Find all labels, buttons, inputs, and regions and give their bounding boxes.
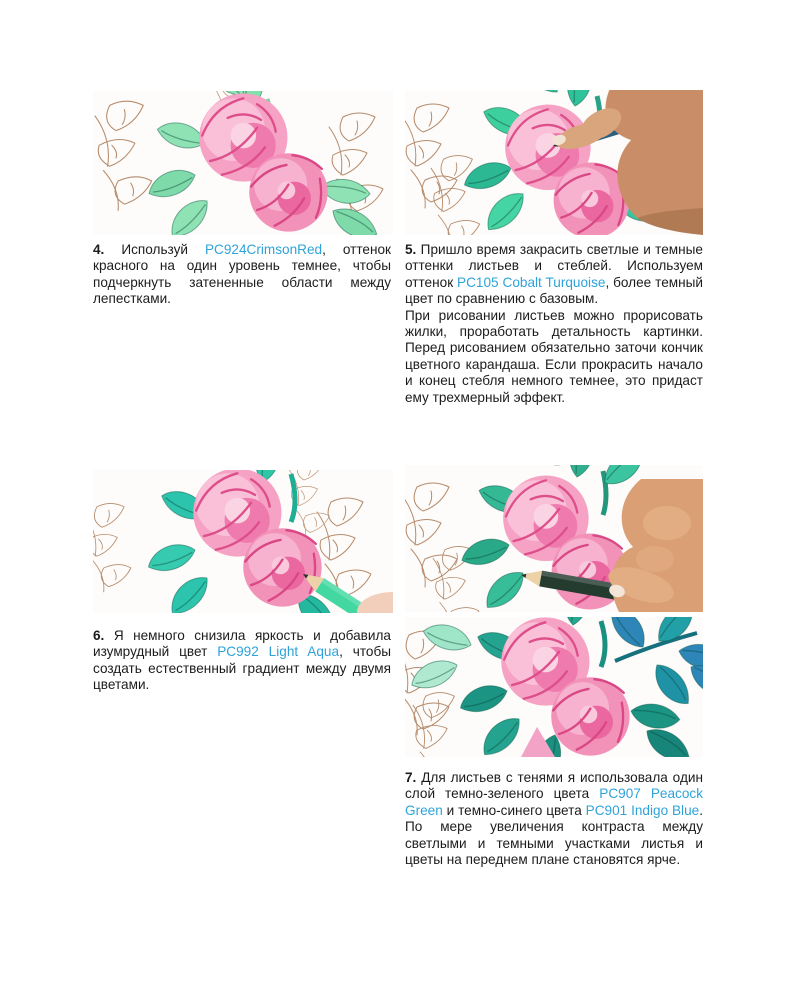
text-segment: Пришло время закрасить светлые и темные оттенки листьев и стеблей. Используем оттенок [405, 242, 703, 290]
figure-step5-drawing [405, 90, 703, 235]
pencil-code: PC901 Indigo Blue [585, 802, 700, 818]
text-segment: , оттенок красного на один уровень темнее, чтобы подчеркнуть затененные области между лепестками. [93, 242, 391, 307]
step-number: 5. [405, 242, 421, 257]
step4-paragraph [93, 242, 391, 308]
step-number: 4. [93, 242, 122, 257]
text-segment: Я немного снизила яркость и добавила изумрудный цвет [93, 628, 391, 660]
step5-paragraph-2 [405, 308, 703, 406]
step7-paragraph [405, 770, 703, 868]
text-segment: Для листьев с тенями я использовала один слой темно-зеленого цвета [405, 770, 703, 802]
knuckle [636, 546, 674, 572]
figure-step4-drawing [93, 91, 393, 235]
figure-step6-drawing-2 [405, 465, 703, 612]
figure-step7-drawing [405, 617, 703, 757]
step7-text [405, 770, 703, 868]
pencil-code: PC907 Peacock Green [405, 786, 703, 818]
figure-step6-drawing [93, 470, 393, 613]
step5-text [405, 242, 703, 406]
step-number: 7. [405, 770, 422, 785]
text-segment: Используй [121, 242, 205, 257]
text-segment: , более темный цвет по сравнению с базовым. [405, 274, 703, 307]
pencil-code: PC105 Cobalt Turquoise [457, 274, 606, 290]
text-segment: и темно-синего цвета [442, 802, 586, 818]
pencil-code: PC924CrimsonRed [204, 242, 323, 257]
step4-text [93, 242, 391, 308]
step-number: 6. [93, 628, 114, 643]
text-segment: , чтобы создать естественный градиент между двумя цветами. [93, 644, 392, 693]
step6-paragraph [93, 628, 391, 694]
step5-paragraph-1 [405, 242, 703, 308]
step6-text [93, 628, 391, 694]
knuckle [643, 506, 691, 540]
text-segment: При рисовании листьев можно прорисовать жилки, проработать детальность картинки. Перед рисованием обязательно заточи кончик цветного карандаша. Если прокрасить начало и конец стебля немного темнее, это придаст ему трехмерный эффект. [405, 307, 703, 405]
pencil-code: PC992 Light Aqua [217, 644, 340, 660]
text-segment: . По мере увеличения контраста между светлыми и темными участками листья и цветы на переднем плане становятся ярче. [405, 802, 703, 868]
